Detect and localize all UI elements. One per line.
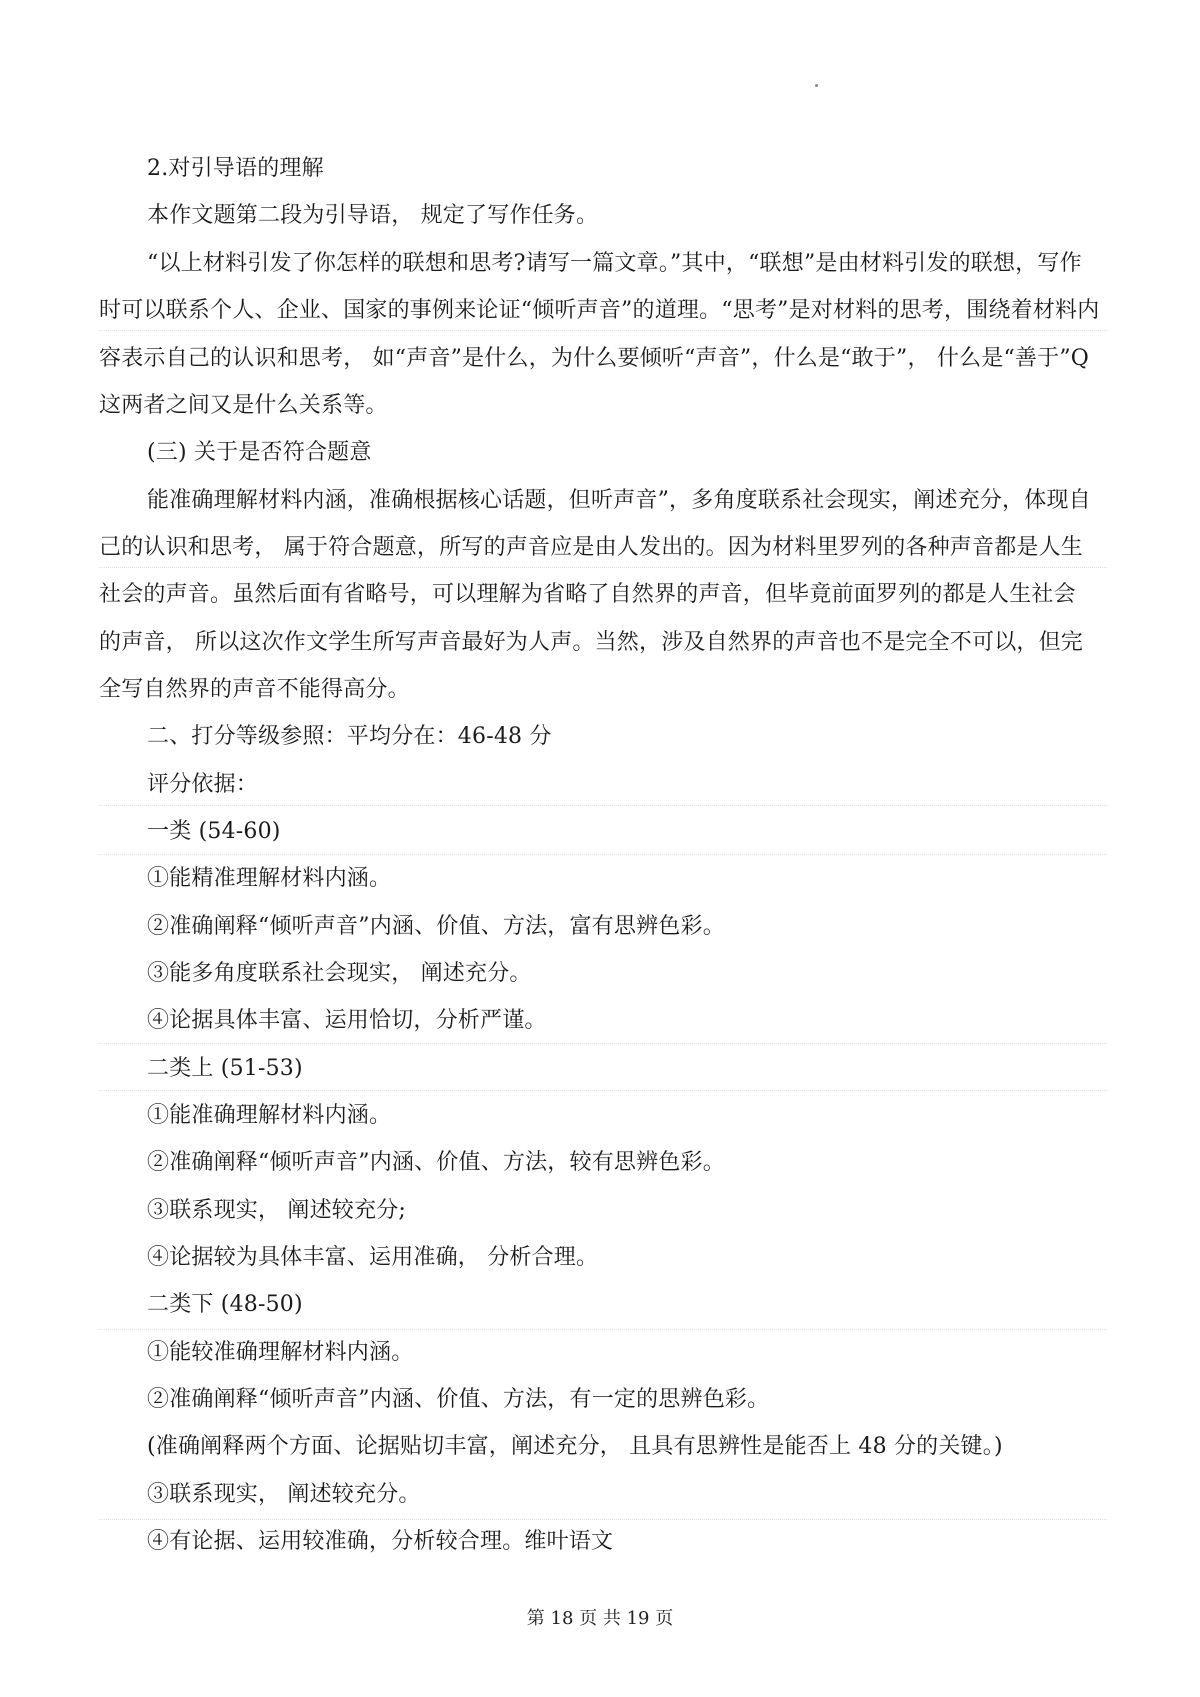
paragraph-line: 容表示自己的认识和思考， 如“声音”是什么，为什么要倾听“声音”，什么是“敢于”， 什么是“善于”Q bbox=[99, 346, 1090, 371]
grade-heading: 二类上 (51-53) bbox=[147, 1056, 303, 1081]
criteria-item: ②准确阐释“倾听声音”内涵、价值、方法，较有思辨色彩。 bbox=[147, 1150, 725, 1175]
criteria-item: ②准确阐释“倾听声音”内涵、价值、方法，富有思辨色彩。 bbox=[147, 914, 725, 939]
divider bbox=[99, 854, 1107, 855]
paragraph-line: 全写自然界的声音不能得高分。 bbox=[99, 677, 410, 702]
criteria-item: ④论据较为具体丰富、运用准确， 分析合理。 bbox=[147, 1245, 599, 1270]
paragraph-line: “以上材料引发了你怎样的联想和思考?请写一篇文章。”其中，“联想”是由材料引发的联想，写作 bbox=[147, 251, 1082, 276]
criteria-item: ④有论据、运用较准确，分析较合理。维叶语文 bbox=[147, 1529, 614, 1554]
section-heading: 二、打分等级参照：平均分在：46-48 分 bbox=[147, 724, 552, 749]
scan-dot bbox=[815, 84, 818, 87]
divider bbox=[99, 805, 1107, 806]
divider bbox=[99, 1043, 1107, 1044]
criteria-item: ③能多角度联系社会现实， 阐述充分。 bbox=[147, 961, 532, 986]
section-heading: 2.对引导语的理解 bbox=[147, 156, 324, 181]
criteria-item: ③联系现实， 阐述较充分; bbox=[147, 1198, 407, 1223]
grade-heading: 二类下 (48-50) bbox=[147, 1292, 303, 1317]
divider bbox=[99, 330, 1107, 331]
criteria-item: ③联系现实， 阐述较充分。 bbox=[147, 1482, 421, 1507]
paragraph-line: 时可以联系个人、企业、国家的事例来论证“倾听声音”的道理。“思考”是对材料的思考，围绕着材料内 bbox=[99, 298, 1100, 323]
paragraph-line: 的声音， 所以这次作文学生所写声音最好为人声。当然，涉及自然界的声音也不是完全不可以，但完 bbox=[99, 630, 1083, 655]
page-number-footer: 第 18 页 共 19 页 bbox=[526, 1608, 674, 1629]
paragraph-line: 社会的声音。虽然后面有省略号，可以理解为省略了自然界的声音，但毕竟前面罗列的都是人生社会 bbox=[99, 582, 1076, 607]
paragraph-line: 己的认识和思考， 属于符合题意，所写的声音应是由人发出的。因为材料里罗列的各种声音都是人生 bbox=[99, 535, 1083, 560]
criteria-item: ②准确阐释“倾听声音”内涵、价值、方法，有一定的思辨色彩。 bbox=[147, 1387, 770, 1412]
paragraph-line: 这两者之间又是什么关系等。 bbox=[99, 393, 388, 418]
divider bbox=[99, 1519, 1107, 1520]
criteria-note: (准确阐释两个方面、论据贴切丰富，阐述充分， 且具有思辨性是能否上 48 分的关键。) bbox=[147, 1434, 1003, 1459]
divider bbox=[99, 1090, 1107, 1091]
paragraph-line: 本作文题第二段为引导语， 规定了写作任务。 bbox=[147, 203, 599, 228]
criteria-item: ①能精准理解材料内涵。 bbox=[147, 866, 392, 891]
criteria-item: ①能准确理解材料内涵。 bbox=[147, 1103, 392, 1128]
paragraph-line: 评分依据： bbox=[147, 772, 259, 797]
paragraph-line: 能准确理解材料内涵，准确根据核心话题，但听声音”，多角度联系社会现实，阐述充分，体现自 bbox=[147, 488, 1091, 513]
grade-heading: 一类 (54-60) bbox=[147, 819, 281, 844]
criteria-item: ①能较准确理解材料内涵。 bbox=[147, 1340, 414, 1365]
criteria-item: ④论据具体丰富、运用恰切，分析严谨。 bbox=[147, 1008, 547, 1033]
divider bbox=[99, 1329, 1107, 1330]
divider bbox=[99, 567, 1107, 568]
section-heading: (三) 关于是否符合题意 bbox=[147, 440, 372, 465]
